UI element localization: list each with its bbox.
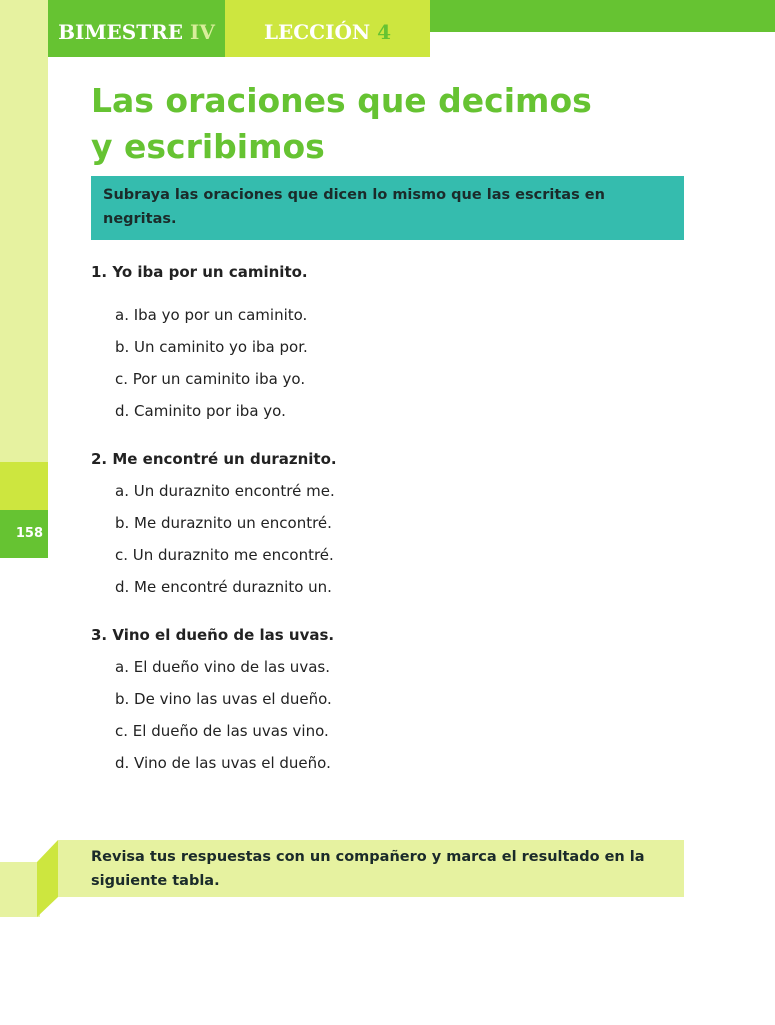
leccion-tab	[225, 0, 430, 57]
margin-stripe	[0, 0, 48, 462]
option-1-c[interactable]: c. Por un caminito iba yo.	[115, 370, 306, 388]
question-1: 1. Yo iba por un caminito.	[91, 263, 308, 281]
bimestre-number: IV	[189, 20, 215, 44]
option-3-a[interactable]: a. El dueño vino de las uvas.	[115, 658, 330, 676]
question-2: 2. Me encontré un duraznito.	[91, 450, 337, 468]
title-line-1: Las oraciones que decimos	[91, 81, 592, 120]
page-number: 158	[0, 510, 48, 558]
option-2-a[interactable]: a. Un duraznito encontré me.	[115, 482, 335, 500]
option-2-b[interactable]: b. Me duraznito un encontré.	[115, 514, 332, 532]
review-tab-left	[0, 862, 40, 917]
review-tab-fold	[37, 840, 59, 918]
question-3: 3. Vino el dueño de las uvas.	[91, 626, 335, 644]
option-2-c[interactable]: c. Un duraznito me encontré.	[115, 546, 334, 564]
option-3-d[interactable]: d. Vino de las uvas el dueño.	[115, 754, 331, 772]
review-instruction: Revisa tus respuestas con un compañero y marca el resultado en la siguiente tabla.	[58, 840, 684, 897]
option-3-c[interactable]: c. El dueño de las uvas vino.	[115, 722, 329, 740]
leccion-label: LECCIÓN	[263, 20, 371, 44]
option-1-b[interactable]: b. Un caminito yo iba por.	[115, 338, 308, 356]
option-1-d[interactable]: d. Caminito por iba yo.	[115, 402, 286, 420]
option-1-a[interactable]: a. Iba yo por un caminito.	[115, 306, 308, 324]
instruction-box: Subraya las oraciones que dicen lo mismo que las escritas en negritas.	[91, 176, 684, 240]
page-title	[91, 78, 711, 170]
title-line-2: y escribimos	[91, 127, 325, 166]
bimestre-label: BIMESTRE	[58, 20, 183, 44]
option-3-b[interactable]: b. De vino las uvas el dueño.	[115, 690, 332, 708]
option-2-d[interactable]: d. Me encontré duraznito un.	[115, 578, 332, 596]
header-bar	[430, 0, 775, 32]
bimestre-tab	[48, 0, 225, 57]
leccion-number: 4	[377, 20, 392, 44]
margin-accent	[0, 462, 48, 510]
